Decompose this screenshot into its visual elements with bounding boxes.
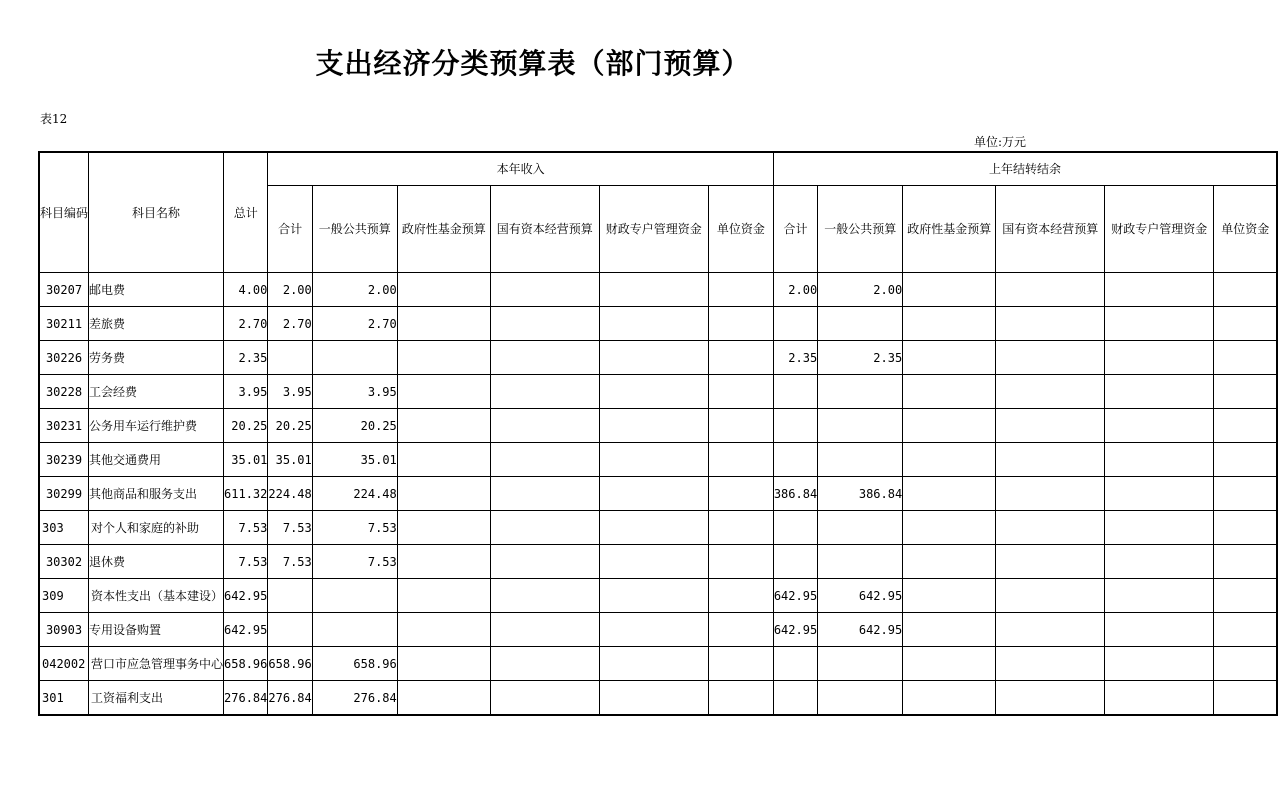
cell-cy-general: 658.96 <box>312 647 397 681</box>
cell-py-unit <box>1214 545 1278 579</box>
cell-cy-general: 7.53 <box>312 511 397 545</box>
cell-cy-sum: 224.48 <box>268 477 312 511</box>
cell-cy-fund <box>397 511 490 545</box>
table-row <box>39 681 1277 716</box>
cell-cy-state <box>490 647 599 681</box>
cell-cy-unit <box>708 443 773 477</box>
cell-cy-sum: 7.53 <box>268 545 312 579</box>
cell-py-general <box>818 375 903 409</box>
cell-code: 30211 <box>39 307 89 341</box>
cell-cy-fund <box>397 273 490 307</box>
header-name: 科目名称 <box>89 152 224 273</box>
cell-cy-general <box>312 341 397 375</box>
cell-total: 35.01 <box>224 443 268 477</box>
header-py-fund: 政府性基金预算 <box>903 186 996 273</box>
cell-code: 30903 <box>39 613 89 647</box>
header-py-general: 一般公共预算 <box>818 186 903 273</box>
cell-code: 303 <box>39 511 89 545</box>
cell-cy-fund <box>397 681 490 716</box>
cell-name: 差旅费 <box>89 307 224 341</box>
cell-cy-special <box>599 273 708 307</box>
cell-name: 劳务费 <box>89 341 224 375</box>
cell-py-unit <box>1214 273 1278 307</box>
cell-py-general: 2.00 <box>818 273 903 307</box>
cell-cy-special <box>599 443 708 477</box>
cell-code: 042002 <box>39 647 89 681</box>
cell-py-fund <box>903 511 996 545</box>
cell-cy-general: 7.53 <box>312 545 397 579</box>
cell-py-sum: 2.35 <box>773 341 817 375</box>
cell-py-sum <box>773 375 817 409</box>
cell-cy-fund <box>397 409 490 443</box>
cell-total: 7.53 <box>224 545 268 579</box>
cell-py-general <box>818 511 903 545</box>
cell-py-special <box>1105 307 1214 341</box>
header-py-sum: 合计 <box>773 186 817 273</box>
cell-py-general: 2.35 <box>818 341 903 375</box>
cell-py-special <box>1105 613 1214 647</box>
cell-cy-sum: 3.95 <box>268 375 312 409</box>
cell-py-sum <box>773 443 817 477</box>
cell-code: 30299 <box>39 477 89 511</box>
cell-cy-fund <box>397 545 490 579</box>
table-row <box>39 273 1277 307</box>
cell-py-state <box>996 511 1105 545</box>
table-row <box>39 375 1277 409</box>
cell-py-fund <box>903 681 996 716</box>
cell-cy-state <box>490 579 599 613</box>
cell-cy-unit <box>708 477 773 511</box>
header-py-special: 财政专户管理资金 <box>1105 186 1214 273</box>
cell-cy-fund <box>397 443 490 477</box>
cell-cy-general: 3.95 <box>312 375 397 409</box>
cell-py-special <box>1105 545 1214 579</box>
cell-cy-fund <box>397 613 490 647</box>
table-row <box>39 341 1277 375</box>
header-cy-fund: 政府性基金预算 <box>397 186 490 273</box>
cell-py-fund <box>903 375 996 409</box>
cell-cy-state <box>490 375 599 409</box>
cell-cy-special <box>599 409 708 443</box>
cell-py-fund <box>903 647 996 681</box>
cell-py-state <box>996 477 1105 511</box>
cell-cy-unit <box>708 511 773 545</box>
cell-cy-fund <box>397 477 490 511</box>
cell-total: 7.53 <box>224 511 268 545</box>
cell-py-general <box>818 409 903 443</box>
header-code: 科目编码 <box>39 152 89 273</box>
cell-cy-sum <box>268 613 312 647</box>
cell-cy-sum <box>268 579 312 613</box>
cell-py-special <box>1105 409 1214 443</box>
cell-py-fund <box>903 613 996 647</box>
cell-py-unit <box>1214 647 1278 681</box>
cell-cy-state <box>490 341 599 375</box>
header-cy-state: 国有资本经营预算 <box>490 186 599 273</box>
cell-py-special <box>1105 443 1214 477</box>
cell-cy-fund <box>397 579 490 613</box>
cell-py-state <box>996 375 1105 409</box>
cell-cy-fund <box>397 307 490 341</box>
cell-py-special <box>1105 341 1214 375</box>
cell-py-general <box>818 443 903 477</box>
cell-py-unit <box>1214 511 1278 545</box>
cell-name: 工会经费 <box>89 375 224 409</box>
cell-cy-state <box>490 681 599 716</box>
cell-py-sum <box>773 511 817 545</box>
cell-cy-sum: 2.70 <box>268 307 312 341</box>
cell-total: 658.96 <box>224 647 268 681</box>
cell-cy-sum: 276.84 <box>268 681 312 716</box>
cell-cy-state <box>490 307 599 341</box>
header-total: 总计 <box>224 152 268 273</box>
cell-py-state <box>996 579 1105 613</box>
cell-py-fund <box>903 409 996 443</box>
cell-code: 30302 <box>39 545 89 579</box>
cell-cy-special <box>599 477 708 511</box>
cell-cy-sum <box>268 341 312 375</box>
cell-code: 30239 <box>39 443 89 477</box>
cell-py-unit <box>1214 307 1278 341</box>
cell-name: 邮电费 <box>89 273 224 307</box>
cell-cy-unit <box>708 375 773 409</box>
cell-total: 611.32 <box>224 477 268 511</box>
cell-code: 30226 <box>39 341 89 375</box>
cell-py-state <box>996 307 1105 341</box>
cell-py-fund <box>903 477 996 511</box>
header-prior-year-carryover: 上年结转结余 <box>773 152 1277 186</box>
cell-name: 资本性支出（基本建设） <box>89 579 224 613</box>
cell-total: 2.35 <box>224 341 268 375</box>
table-row <box>39 511 1277 545</box>
cell-py-sum <box>773 647 817 681</box>
cell-cy-state <box>490 545 599 579</box>
cell-name: 其他商品和服务支出 <box>89 477 224 511</box>
cell-py-general <box>818 545 903 579</box>
header-cy-sum: 合计 <box>268 186 312 273</box>
cell-py-general <box>818 307 903 341</box>
cell-cy-special <box>599 681 708 716</box>
cell-py-state <box>996 681 1105 716</box>
cell-code: 30207 <box>39 273 89 307</box>
table-number: 表12 <box>40 112 68 126</box>
cell-cy-sum: 35.01 <box>268 443 312 477</box>
table-header <box>39 152 1277 273</box>
cell-cy-general <box>312 613 397 647</box>
cell-cy-sum: 2.00 <box>268 273 312 307</box>
cell-py-fund <box>903 273 996 307</box>
cell-py-unit <box>1214 375 1278 409</box>
cell-py-general <box>818 647 903 681</box>
cell-code: 30231 <box>39 409 89 443</box>
cell-py-state <box>996 273 1105 307</box>
cell-py-fund <box>903 341 996 375</box>
cell-py-unit <box>1214 409 1278 443</box>
cell-py-fund <box>903 545 996 579</box>
cell-cy-state <box>490 511 599 545</box>
unit-label: 单位:万元 <box>973 135 1026 149</box>
cell-cy-special <box>599 545 708 579</box>
cell-py-general: 642.95 <box>818 579 903 613</box>
cell-py-state <box>996 443 1105 477</box>
cell-cy-general: 2.00 <box>312 273 397 307</box>
header-current-year-income: 本年收入 <box>268 152 773 186</box>
cell-code: 30228 <box>39 375 89 409</box>
header-cy-general: 一般公共预算 <box>312 186 397 273</box>
cell-cy-special <box>599 375 708 409</box>
cell-py-unit <box>1214 613 1278 647</box>
cell-code: 309 <box>39 579 89 613</box>
cell-cy-sum: 7.53 <box>268 511 312 545</box>
cell-name: 工资福利支出 <box>89 681 224 716</box>
table-row <box>39 647 1277 681</box>
cell-total: 3.95 <box>224 375 268 409</box>
header-cy-special: 财政专户管理资金 <box>599 186 708 273</box>
header-cy-unit: 单位资金 <box>708 186 773 273</box>
cell-py-sum: 386.84 <box>773 477 817 511</box>
cell-cy-unit <box>708 681 773 716</box>
cell-cy-unit <box>708 341 773 375</box>
cell-cy-fund <box>397 647 490 681</box>
cell-py-general <box>818 681 903 716</box>
cell-cy-general: 35.01 <box>312 443 397 477</box>
cell-py-fund <box>903 443 996 477</box>
cell-py-sum <box>773 409 817 443</box>
cell-cy-general: 276.84 <box>312 681 397 716</box>
cell-total: 4.00 <box>224 273 268 307</box>
cell-cy-unit <box>708 273 773 307</box>
cell-cy-state <box>490 477 599 511</box>
cell-py-unit <box>1214 681 1278 716</box>
cell-cy-special <box>599 647 708 681</box>
cell-py-special <box>1105 579 1214 613</box>
cell-cy-fund <box>397 375 490 409</box>
cell-name: 营口市应急管理事务中心 <box>89 647 224 681</box>
cell-py-special <box>1105 681 1214 716</box>
cell-py-unit <box>1214 579 1278 613</box>
table-row <box>39 307 1277 341</box>
cell-py-fund <box>903 579 996 613</box>
table-body <box>39 273 1277 716</box>
table-row <box>39 579 1277 613</box>
cell-cy-state <box>490 273 599 307</box>
table-row <box>39 477 1277 511</box>
cell-py-sum: 642.95 <box>773 613 817 647</box>
cell-cy-unit <box>708 545 773 579</box>
cell-cy-state <box>490 409 599 443</box>
cell-py-special <box>1105 511 1214 545</box>
cell-py-special <box>1105 477 1214 511</box>
cell-name: 公务用车运行维护费 <box>89 409 224 443</box>
cell-py-unit <box>1214 477 1278 511</box>
cell-py-state <box>996 409 1105 443</box>
cell-py-state <box>996 647 1105 681</box>
cell-py-state <box>996 613 1105 647</box>
cell-cy-general: 2.70 <box>312 307 397 341</box>
cell-py-general: 642.95 <box>818 613 903 647</box>
cell-cy-unit <box>708 307 773 341</box>
cell-cy-special <box>599 307 708 341</box>
cell-name: 专用设备购置 <box>89 613 224 647</box>
cell-py-special <box>1105 375 1214 409</box>
cell-total: 2.70 <box>224 307 268 341</box>
table-row <box>39 613 1277 647</box>
cell-cy-general: 224.48 <box>312 477 397 511</box>
cell-total: 20.25 <box>224 409 268 443</box>
cell-cy-unit <box>708 647 773 681</box>
table-row <box>39 443 1277 477</box>
cell-cy-sum: 658.96 <box>268 647 312 681</box>
cell-cy-special <box>599 511 708 545</box>
cell-py-sum: 2.00 <box>773 273 817 307</box>
table-row <box>39 545 1277 579</box>
cell-name: 对个人和家庭的补助 <box>89 511 224 545</box>
page-title: 支出经济分类预算表（部门预算） <box>315 47 751 80</box>
cell-total: 276.84 <box>224 681 268 716</box>
cell-py-sum <box>773 307 817 341</box>
cell-cy-special <box>599 341 708 375</box>
cell-py-special <box>1105 273 1214 307</box>
cell-py-sum <box>773 545 817 579</box>
cell-name: 其他交通费用 <box>89 443 224 477</box>
cell-cy-state <box>490 443 599 477</box>
cell-py-special <box>1105 647 1214 681</box>
cell-cy-unit <box>708 579 773 613</box>
table-row <box>39 409 1277 443</box>
cell-cy-special <box>599 579 708 613</box>
cell-cy-unit <box>708 613 773 647</box>
cell-py-state <box>996 341 1105 375</box>
cell-cy-fund <box>397 341 490 375</box>
cell-cy-sum: 20.25 <box>268 409 312 443</box>
cell-name: 退休费 <box>89 545 224 579</box>
cell-py-general: 386.84 <box>818 477 903 511</box>
cell-py-unit <box>1214 341 1278 375</box>
header-py-state: 国有资本经营预算 <box>996 186 1105 273</box>
cell-total: 642.95 <box>224 579 268 613</box>
cell-cy-unit <box>708 409 773 443</box>
cell-code: 301 <box>39 681 89 716</box>
cell-py-unit <box>1214 443 1278 477</box>
cell-py-fund <box>903 307 996 341</box>
cell-py-sum <box>773 681 817 716</box>
cell-py-state <box>996 545 1105 579</box>
cell-cy-general <box>312 579 397 613</box>
budget-table <box>38 151 1278 716</box>
cell-cy-special <box>599 613 708 647</box>
header-py-unit: 单位资金 <box>1214 186 1278 273</box>
cell-cy-state <box>490 613 599 647</box>
cell-total: 642.95 <box>224 613 268 647</box>
cell-py-sum: 642.95 <box>773 579 817 613</box>
cell-cy-general: 20.25 <box>312 409 397 443</box>
